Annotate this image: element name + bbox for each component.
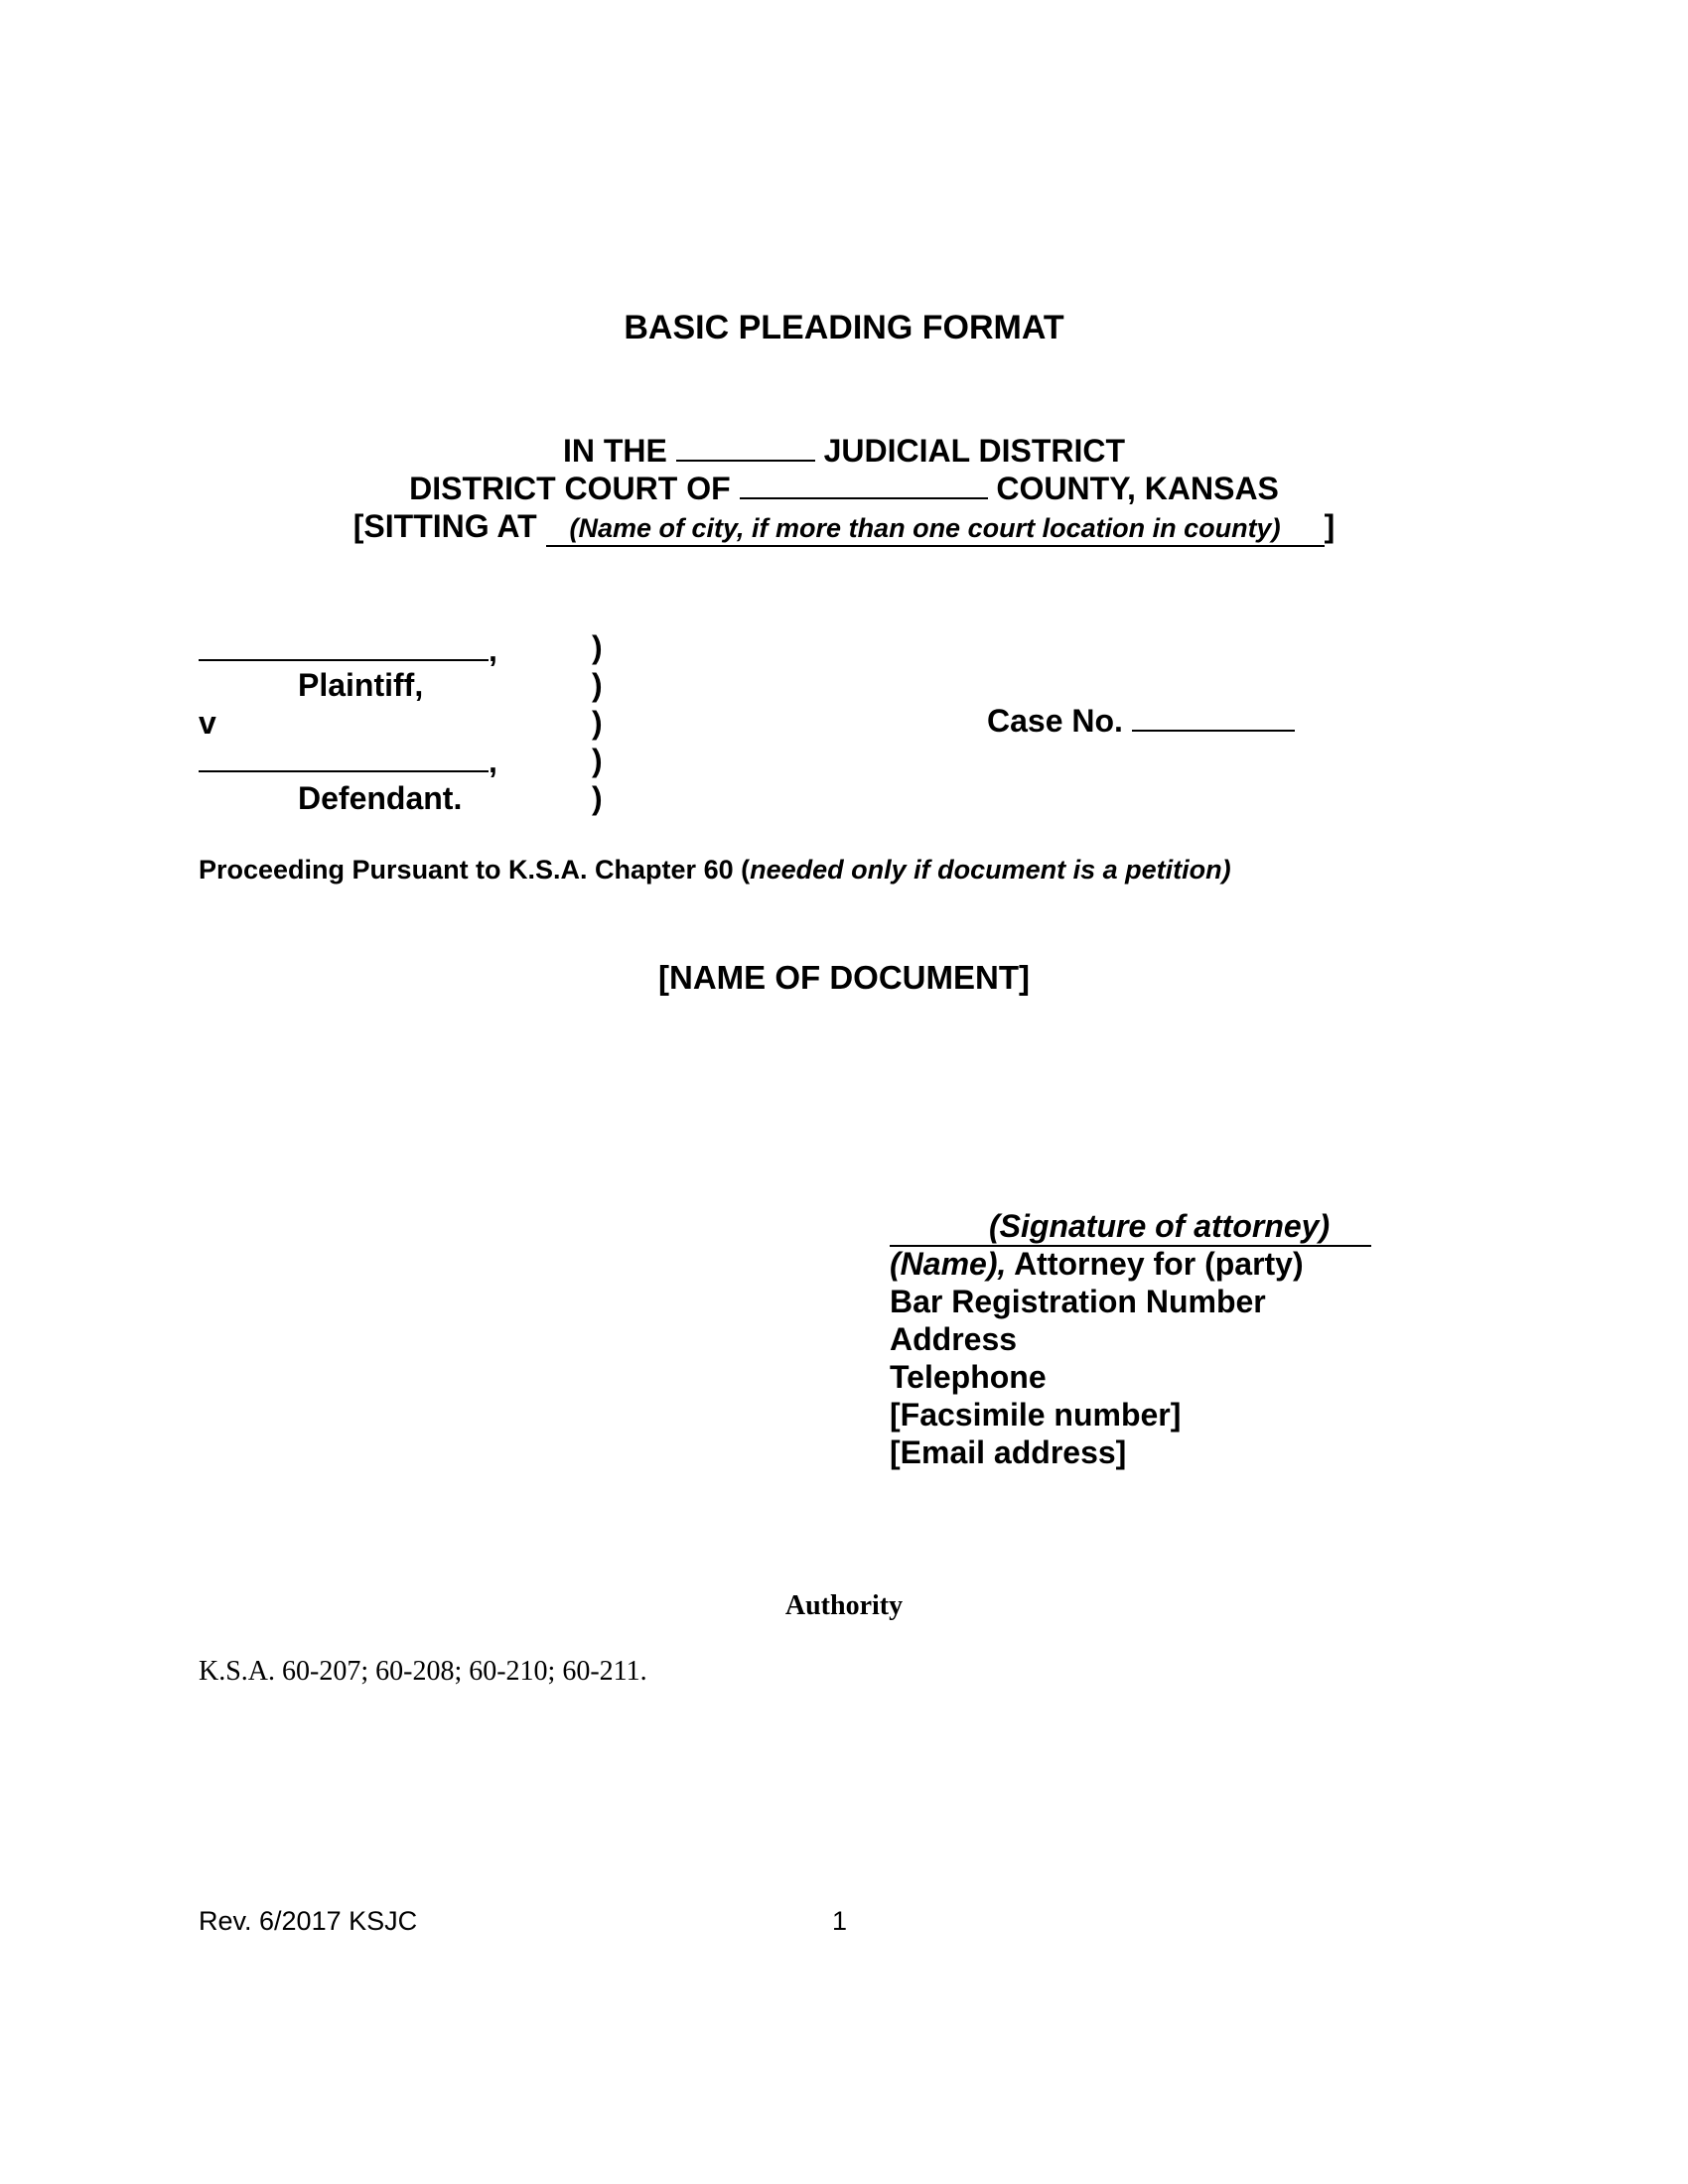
case-number-label: Case No. bbox=[987, 703, 1123, 739]
court-line1-prefix: IN THE bbox=[562, 433, 667, 469]
bar-registration: Bar Registration Number bbox=[890, 1284, 1266, 1319]
signature-hint: (Signature of attorney) bbox=[989, 1208, 1331, 1244]
versus-label: v bbox=[199, 705, 216, 741]
attorney-telephone: Telephone bbox=[890, 1359, 1047, 1395]
plaintiff-name-blank bbox=[199, 631, 489, 661]
attorney-email: [Email address] bbox=[890, 1434, 1127, 1470]
proceeding-statement bbox=[199, 855, 1231, 886]
authority-heading: Authority bbox=[784, 1590, 904, 1621]
proceeding-note: needed only if document is a petition) bbox=[750, 855, 1231, 885]
revision-note: Rev. 6/2017 KSJC bbox=[199, 1906, 418, 1936]
sitting-at-hint: (Name of city, if more than one court location in county) bbox=[569, 513, 1281, 543]
caption-paren: ) bbox=[592, 705, 603, 741]
authority-text: K.S.A. 60-207; 60-208; 60-210; 60-211. bbox=[199, 1656, 647, 1687]
caption-paren: ) bbox=[592, 667, 603, 703]
defendant-comma: , bbox=[489, 744, 497, 779]
defendant-name-line bbox=[199, 743, 497, 780]
page-number: 1 bbox=[832, 1906, 848, 1936]
case-number bbox=[987, 703, 1295, 740]
court-line-district bbox=[0, 433, 1688, 470]
attorney-for: Attorney for (party) bbox=[1006, 1246, 1304, 1282]
court-line3-suffix: ] bbox=[1324, 508, 1336, 544]
page-title: BASIC PLEADING FORMAT bbox=[624, 309, 1064, 346]
court-line2-suffix: COUNTY, KANSAS bbox=[996, 471, 1279, 506]
court-line3-prefix: [SITTING AT bbox=[352, 508, 537, 544]
attorney-name-hint: (Name), bbox=[890, 1246, 1007, 1282]
sitting-at-blank bbox=[546, 508, 1325, 547]
proceeding-text: Proceeding Pursuant to K.S.A. Chapter 60 ( bbox=[199, 855, 751, 885]
court-line2-prefix: DISTRICT COURT OF bbox=[409, 471, 731, 506]
county-blank bbox=[740, 497, 988, 499]
signature-blank bbox=[890, 1208, 1371, 1247]
case-number-blank bbox=[1132, 730, 1295, 732]
signature-line bbox=[890, 1208, 1371, 1247]
attorney-facsimile: [Facsimile number] bbox=[890, 1397, 1182, 1433]
caption-paren: ) bbox=[592, 743, 603, 778]
defendant-label: Defendant. bbox=[298, 780, 463, 816]
plaintiff-label: Plaintiff, bbox=[298, 667, 424, 703]
caption-paren: ) bbox=[592, 780, 603, 816]
court-line-county bbox=[0, 471, 1688, 507]
caption-paren: ) bbox=[592, 629, 603, 665]
attorney-name-line bbox=[890, 1246, 1304, 1283]
attorney-address: Address bbox=[890, 1321, 1018, 1357]
judicial-district-blank bbox=[676, 460, 815, 462]
defendant-name-blank bbox=[199, 743, 489, 772]
court-line-sitting bbox=[0, 508, 1688, 547]
plaintiff-name-line bbox=[199, 631, 497, 669]
court-line1-suffix: JUDICIAL DISTRICT bbox=[823, 433, 1126, 469]
document-name: [NAME OF DOCUMENT] bbox=[658, 959, 1030, 996]
plaintiff-comma: , bbox=[489, 632, 497, 668]
